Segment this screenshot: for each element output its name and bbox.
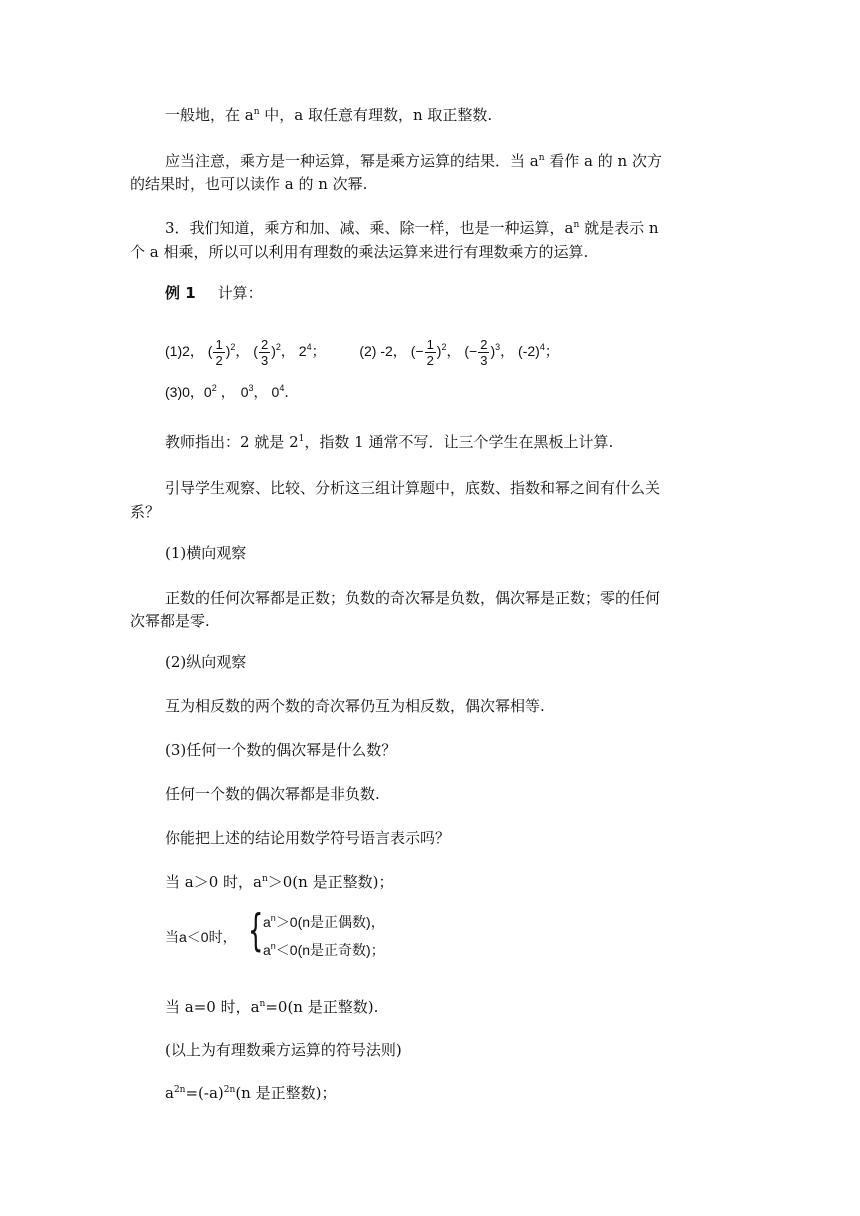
paragraph-vertical: 互为相反数的两个数的奇次幂仍互为相反数，偶次幂相等. [165, 697, 545, 715]
paragraph-teacher-note: 教师指出：2 就是 $2^1$，指数 1 通常不写．让三个学生在黑板上计算. [165, 433, 614, 451]
paragraph-horizontal-line1: 正数的任何次幂都是正数；负数的奇次幂是负数，偶次幂是正数；零的任何 [165, 589, 661, 607]
paragraph-point3-line1: 3．我们知道，乘方和加、减、乘、除一样，也是一种运算，$a^n$ 就是表示 n [165, 219, 659, 237]
heading-vertical-observe: (2)纵向观察 [165, 653, 247, 671]
heading-horizontal-observe: (1)横向观察 [165, 544, 247, 562]
left-brace: { [248, 905, 264, 956]
example-label: 例 1 [165, 284, 196, 302]
rule-positive: 当 a＞0 时，$a^n>0(n$ 是正整数)； [165, 873, 394, 891]
rule-negative-condition: 当a＜0时， [165, 929, 237, 945]
paragraph-note-line2: 的结果时，也可以读作 a 的 n 次幂. [130, 175, 368, 193]
paragraph-symbol-question: 你能把上述的结论用数学符号语言表示吗？ [165, 829, 451, 847]
paragraph-note-line1: 应当注意，乘方是一种运算，幂是乘方运算的结果．当 $a^n$ 看作 a 的 n 次方 [165, 152, 662, 170]
fraction-one-half: $\frac{1}{2}$ [215, 336, 223, 368]
rule-negative-case-even: $a^n>0(n$是正偶数)， [263, 913, 385, 930]
fraction-neg-two-thirds: $\frac{2}{3}$ [480, 336, 488, 368]
paragraph-guide-line2: 系？ [130, 503, 161, 521]
example-text: 计算： [217, 284, 263, 302]
example-math-row1: (1)2， ( $\frac{1}{2}$ )$^2$， ( $\frac{2}{3}$ )$^2$， $2^4$； (2) -2， (− $\frac{1}{2}$ )$^2$， (− $\frac{2}{3}$ )$^3$， $(-2)^4$； [165, 336, 559, 368]
paragraph-horizontal-line2: 次幂都是零. [130, 612, 210, 630]
heading-even-power-question: (3)任何一个数的偶次幂是什么数？ [165, 741, 397, 759]
paragraph-power-definition: 一般地，在 $a^n$ 中，a 取任意有理数，n 取正整数. [165, 106, 493, 124]
paragraph-point3-line2: 个 a 相乘，所以可以利用有理数的乘法运算来进行有理数乘方的运算. [130, 243, 589, 261]
example-heading [165, 283, 263, 303]
paragraph-sign-rule-note: (以上为有理数乘方运算的符号法则) [165, 1041, 402, 1059]
paragraph-even-power-answer: 任何一个数的偶次幂都是非负数. [165, 785, 380, 803]
rule-even-power-identity: $a^{2n}=(-a)^{2n}(n$ 是正整数)； [165, 1084, 337, 1102]
fraction-neg-one-half: $\frac{1}{2}$ [426, 336, 434, 368]
paragraph-guide-line1: 引导学生观察、比较、分析这三组计算题中，底数、指数和幂之间有什么关 [165, 479, 661, 497]
example-math-row2: (3)0，$0^2$ ， $0^3$， $0^4$． [165, 383, 299, 400]
rule-zero: 当 a=0 时，$a^n=0(n$ 是正整数). [165, 998, 379, 1016]
rule-negative-case-odd: $a^n<0(n$是正奇数)； [263, 941, 385, 958]
fraction-two-thirds: $\frac{2}{3}$ [260, 336, 269, 368]
